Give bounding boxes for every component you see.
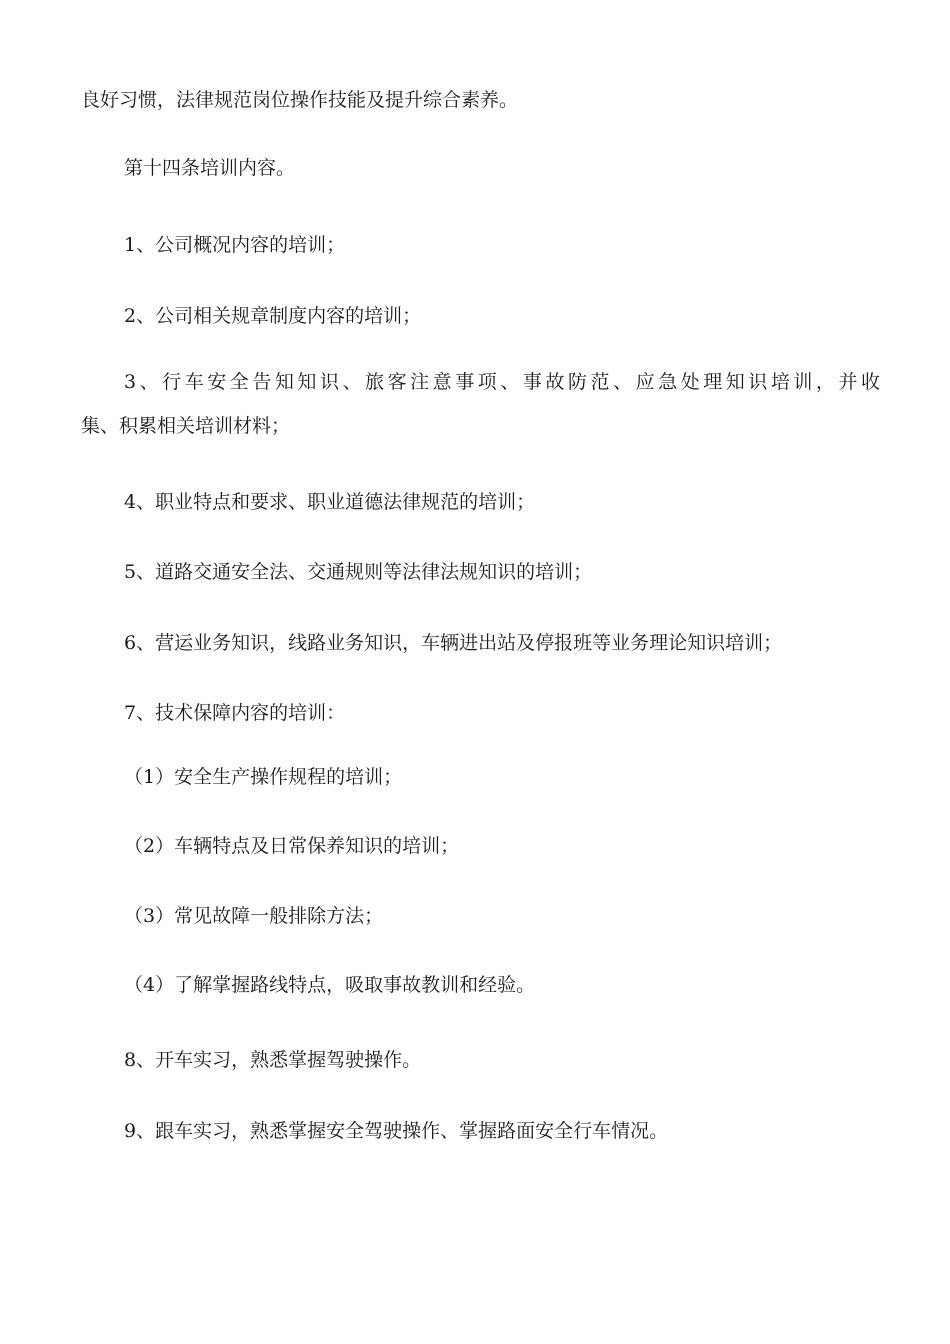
list-item: 5、道路交通安全法、交通规则等法律法规知识的培训； (124, 561, 593, 583)
list-item: 9、跟车实习，熟悉掌握安全驾驶操作、掌握路面安全行车情况。 (124, 1120, 669, 1142)
list-item: 1、公司概况内容的培训； (124, 234, 346, 256)
list-item: 3、行车安全告知知识、旅客注意事项、事故防范、应急处理知识培训，并收 (124, 371, 880, 393)
list-item: 7、技术保障内容的培训： (124, 702, 346, 724)
sub-list-item: （2）车辆特点及日常保养知识的培训； (124, 835, 460, 857)
list-item: 6、营运业务知识，线路业务知识，车辆进出站及停报班等业务理论知识培训； (124, 632, 783, 654)
sub-list-item: （1）安全生产操作规程的培训； (124, 766, 403, 788)
sub-list-item: （4）了解掌握路线特点，吸取事故教训和经验。 (124, 974, 536, 996)
article-heading: 第十四条培训内容。 (124, 157, 296, 179)
list-item: 2、公司相关规章制度内容的培训； (124, 305, 422, 327)
sub-list-item: （3）常见故障一般排除方法； (124, 905, 384, 927)
list-item: 8、开车实习，熟悉掌握驾驶操作。 (124, 1049, 422, 1071)
list-item-continuation: 集、积累相关培训材料； (81, 415, 291, 437)
list-item: 4、职业特点和要求、职业道德法律规范的培训； (124, 491, 536, 513)
continuation-text: 良好习惯，法律规范岗位操作技能及提升综合素养。 (81, 89, 519, 111)
